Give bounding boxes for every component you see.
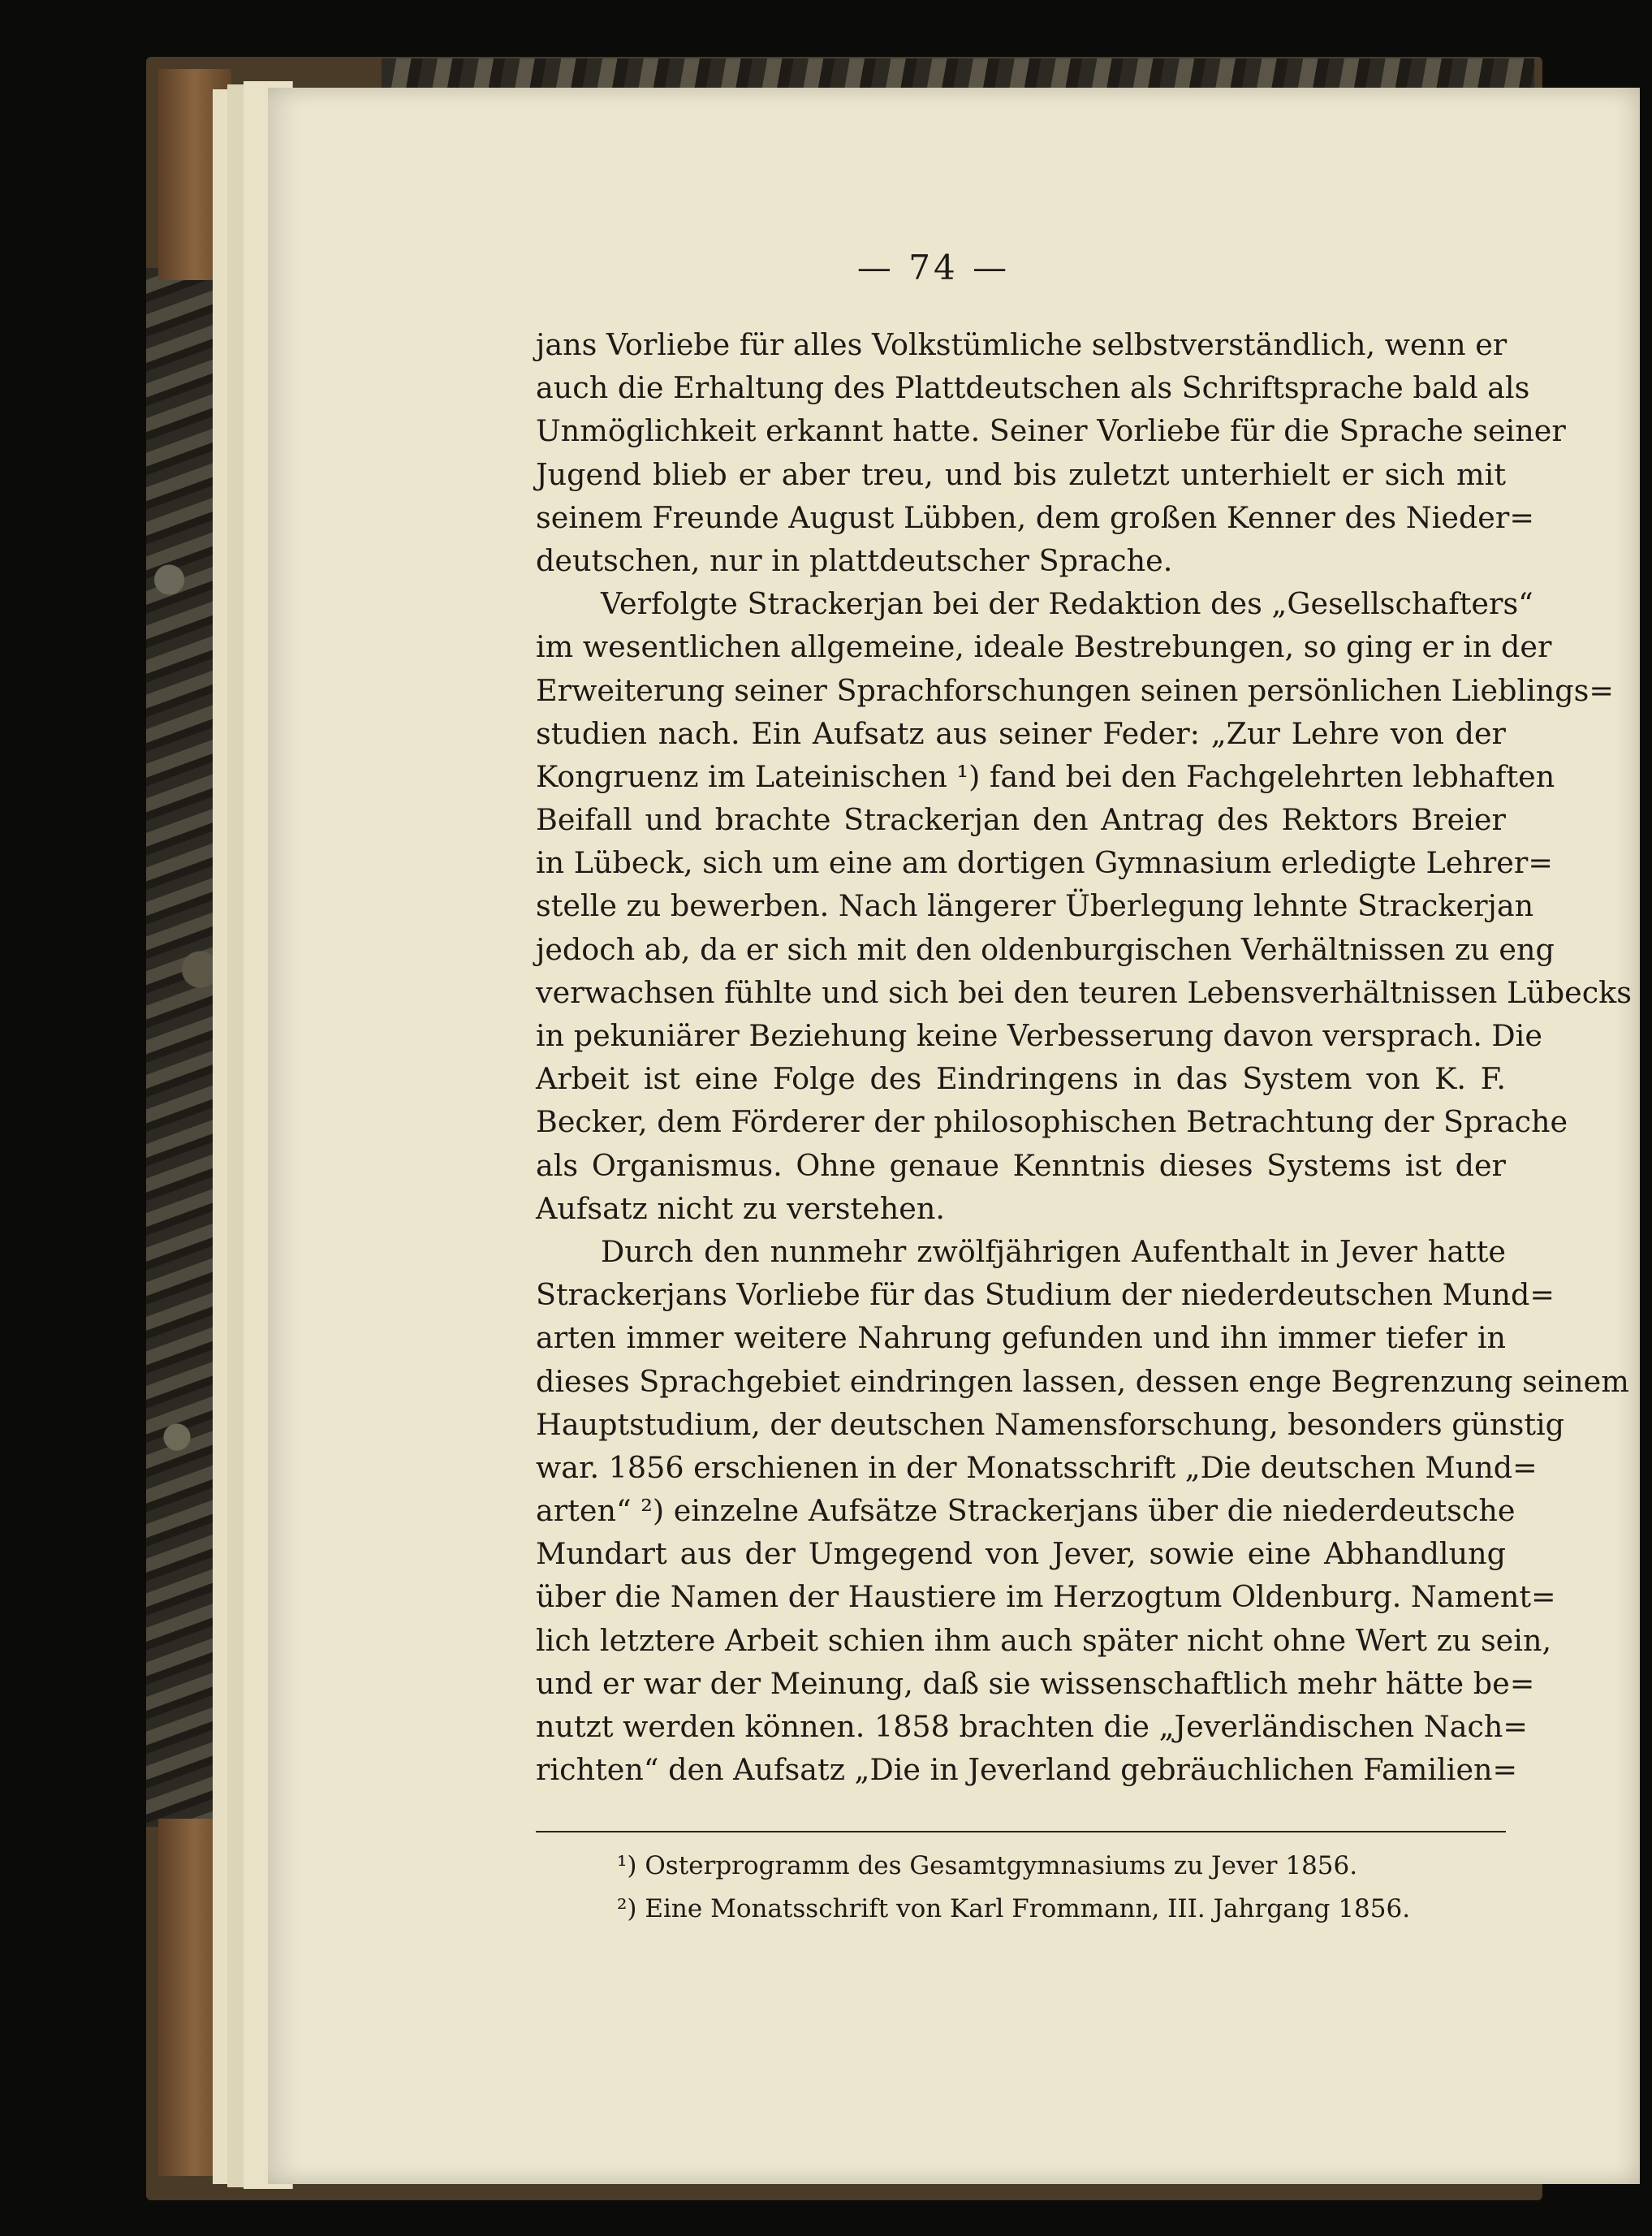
text-line: Jugend blieb er aber treu, und bis zuletzt unterhielt er sich mit: [536, 456, 1506, 492]
text-line: in Lübeck, sich um eine am dortigen Gymnasium erledigte Lehrer=: [536, 845, 1553, 881]
text-line: nutzt werden können. 1858 brachten die „Jeverländischen Nach=: [536, 1709, 1529, 1744]
text-line: Hauptstudium, der deutschen Namensforschung, besonders günstig: [536, 1406, 1565, 1442]
text-line: war. 1856 erschienen in der Monatsschrift „Die deutschen Mund=: [536, 1449, 1538, 1485]
text-line: über die Namen der Haustiere im Herzogtum Oldenburg. Nament=: [536, 1579, 1556, 1615]
text-line: seinem Freunde August Lübben, dem großen Kenner des Nieder=: [536, 499, 1534, 535]
marbled-cover-top: [382, 58, 1534, 91]
text-line: Aufsatz nicht zu verstehen.: [536, 1190, 945, 1226]
text-line: Becker, dem Förderer der philosophischen Betrachtung der Sprache: [536, 1104, 1568, 1140]
text-line: richten“ den Aufsatz „Die in Jeverland gebräuchlichen Familien=: [536, 1752, 1518, 1788]
text-line: Erweiterung seiner Sprachforschungen seinen persönlichen Lieblings=: [536, 672, 1614, 708]
text-line: verwachsen fühlte und sich bei den teuren Lebensverhältnissen Lübecks: [536, 974, 1633, 1010]
marbled-cover-spine: [146, 268, 223, 1827]
page-number: — 74 —: [856, 248, 1011, 287]
text-line: Unmöglichkeit erkannt hatte. Seiner Vorliebe für die Sprache seiner: [536, 413, 1566, 449]
text-line: Verfolgte Strackerjan bei der Redaktion des „Gesellschafters“: [601, 586, 1533, 622]
text-line: stelle zu bewerben. Nach längerer Überlegung lehnte Strackerjan: [536, 888, 1534, 924]
footnote-divider: [536, 1831, 1506, 1832]
text-line: deutschen, nur in plattdeutscher Sprache.: [536, 542, 1173, 578]
text-line: auch die Erhaltung des Plattdeutschen als Schriftsprache bald als: [536, 370, 1530, 406]
text-line: Arbeit ist eine Folge des Eindringens in das System von K. F.: [536, 1061, 1506, 1097]
text-line: Kongruenz im Lateinischen ¹) fand bei den Fachgelehrten lebhaften: [536, 758, 1555, 794]
text-line: jans Vorliebe für alles Volkstümliche selbstverständlich, wenn er: [536, 327, 1508, 362]
text-line: arten immer weitere Nahrung gefunden und ihn immer tiefer in: [536, 1320, 1506, 1356]
footnote: ¹) Osterprogramm des Gesamtgymnasiums zu Jever 1856.: [617, 1851, 1358, 1880]
text-line: als Organismus. Ohne genaue Kenntnis dieses Systems ist der: [536, 1147, 1506, 1183]
text-line: im wesentlichen allgemeine, ideale Bestrebungen, so ging er in der: [536, 629, 1552, 665]
text-line: und er war der Meinung, daß sie wissenschaftlich mehr hätte be=: [536, 1665, 1535, 1701]
text-line: jedoch ab, da er sich mit den oldenburgischen Verhältnissen zu eng: [536, 931, 1555, 967]
text-line: Mundart aus der Umgegend von Jever, sowie eine Abhandlung: [536, 1536, 1506, 1572]
footnote: ²) Eine Monatsschrift von Karl Frommann, III. Jahrgang 1856.: [617, 1894, 1411, 1923]
text-line: studien nach. Ein Aufsatz aus seiner Feder: „Zur Lehre von der: [536, 715, 1506, 751]
text-line: Beifall und brachte Strackerjan den Antrag des Rektors Breier: [536, 802, 1506, 838]
text-line: dieses Sprachgebiet eindringen lassen, dessen enge Begrenzung seinem: [536, 1363, 1629, 1399]
body-text: [536, 323, 1633, 1791]
text-line: in pekuniärer Beziehung keine Verbesserung davon versprach. Die: [536, 1018, 1542, 1053]
text-line: lich letztere Arbeit schien ihm auch später nicht ohne Wert zu sein,: [536, 1622, 1552, 1658]
footnotes: [617, 1845, 1410, 1931]
text-line: Durch den nunmehr zwölfjährigen Aufenthalt in Jever hatte: [601, 1233, 1506, 1269]
text-line: Strackerjans Vorliebe für das Studium der niederdeutschen Mund=: [536, 1277, 1555, 1313]
text-line: arten“ ²) einzelne Aufsätze Strackerjans über die niederdeutsche: [536, 1493, 1516, 1529]
